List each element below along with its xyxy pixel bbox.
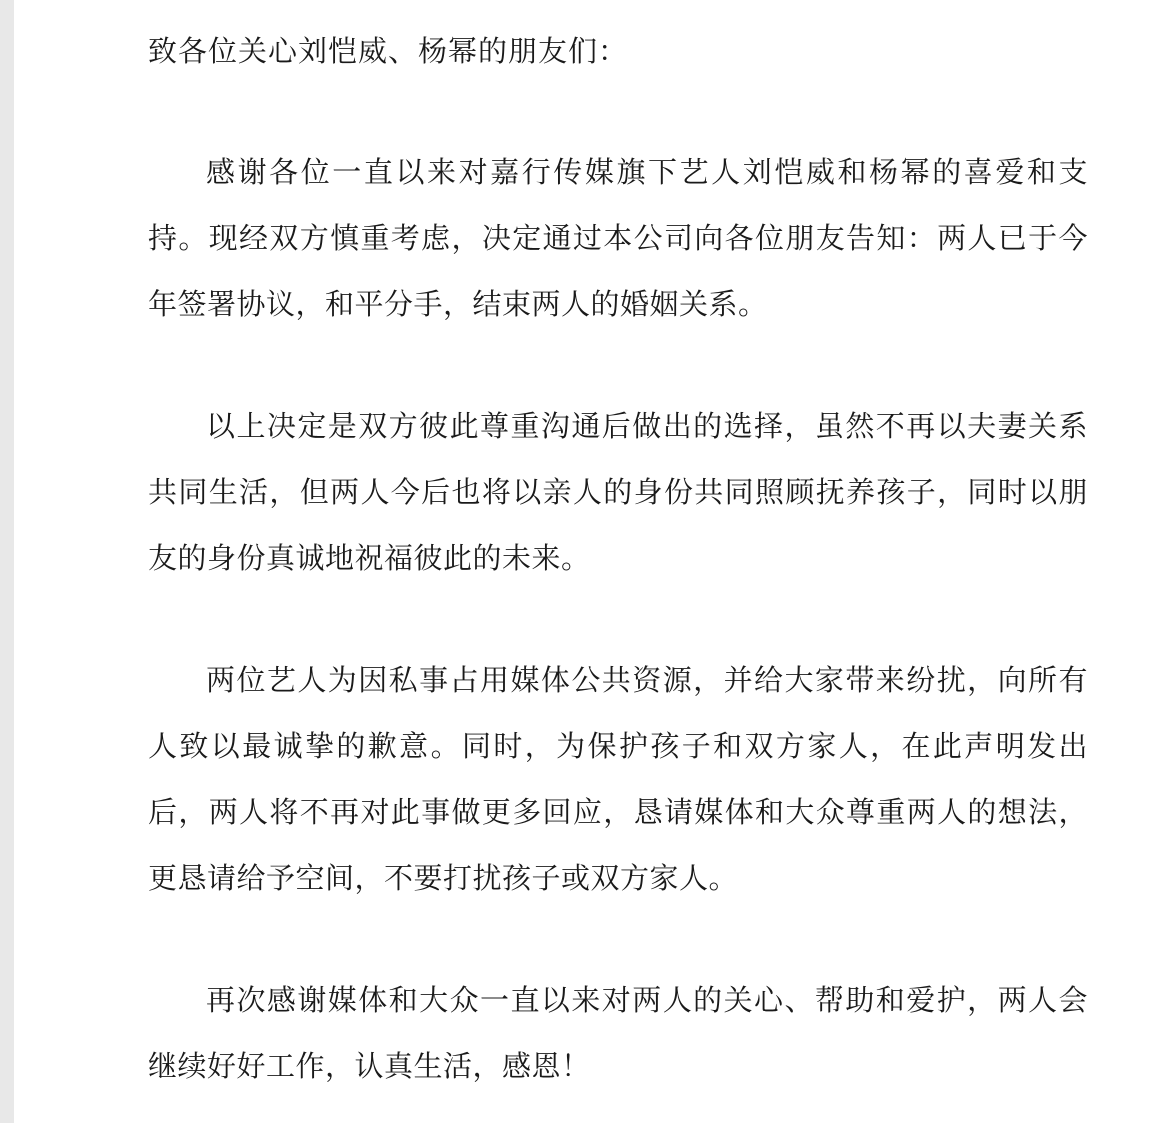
document-salutation: 致各位关心刘恺威、杨幂的朋友们：: [148, 36, 629, 68]
document-paragraph: 感谢各位一直以来对嘉行传媒旗下艺人刘恺威和杨幂的喜爱和支持。现经双方慎重考虑，决定通过本公司向各位朋友告知：两人已于今年签署协议，和平分手，结束两人的婚姻关系。: [148, 157, 1088, 321]
document-paragraph: 两位艺人为因私事占用媒体公共资源，并给大家带来纷扰，向所有人致以最诚挚的歉意。同时，为保护孩子和双方家人，在此声明发出后，两人将不再对此事做更多回应，恳请媒体和大众尊重两人的想法，更恳请给予空间，不要打扰孩子或双方家人。: [148, 665, 1088, 895]
document-paragraph: 再次感谢媒体和大众一直以来对两人的关心、帮助和爱护，两人会继续好好工作，认真生活，感恩！: [148, 985, 1088, 1083]
document-paragraph: 以上决定是双方彼此尊重沟通后做出的选择，虽然不再以夫妻关系共同生活，但两人今后也将以亲人的身份共同照顾抚养孩子，同时以朋友的身份真诚地祝福彼此的未来。: [148, 411, 1088, 575]
document-body: [148, 0, 1088, 1100]
page-left-margin-bar: [0, 0, 14, 1123]
